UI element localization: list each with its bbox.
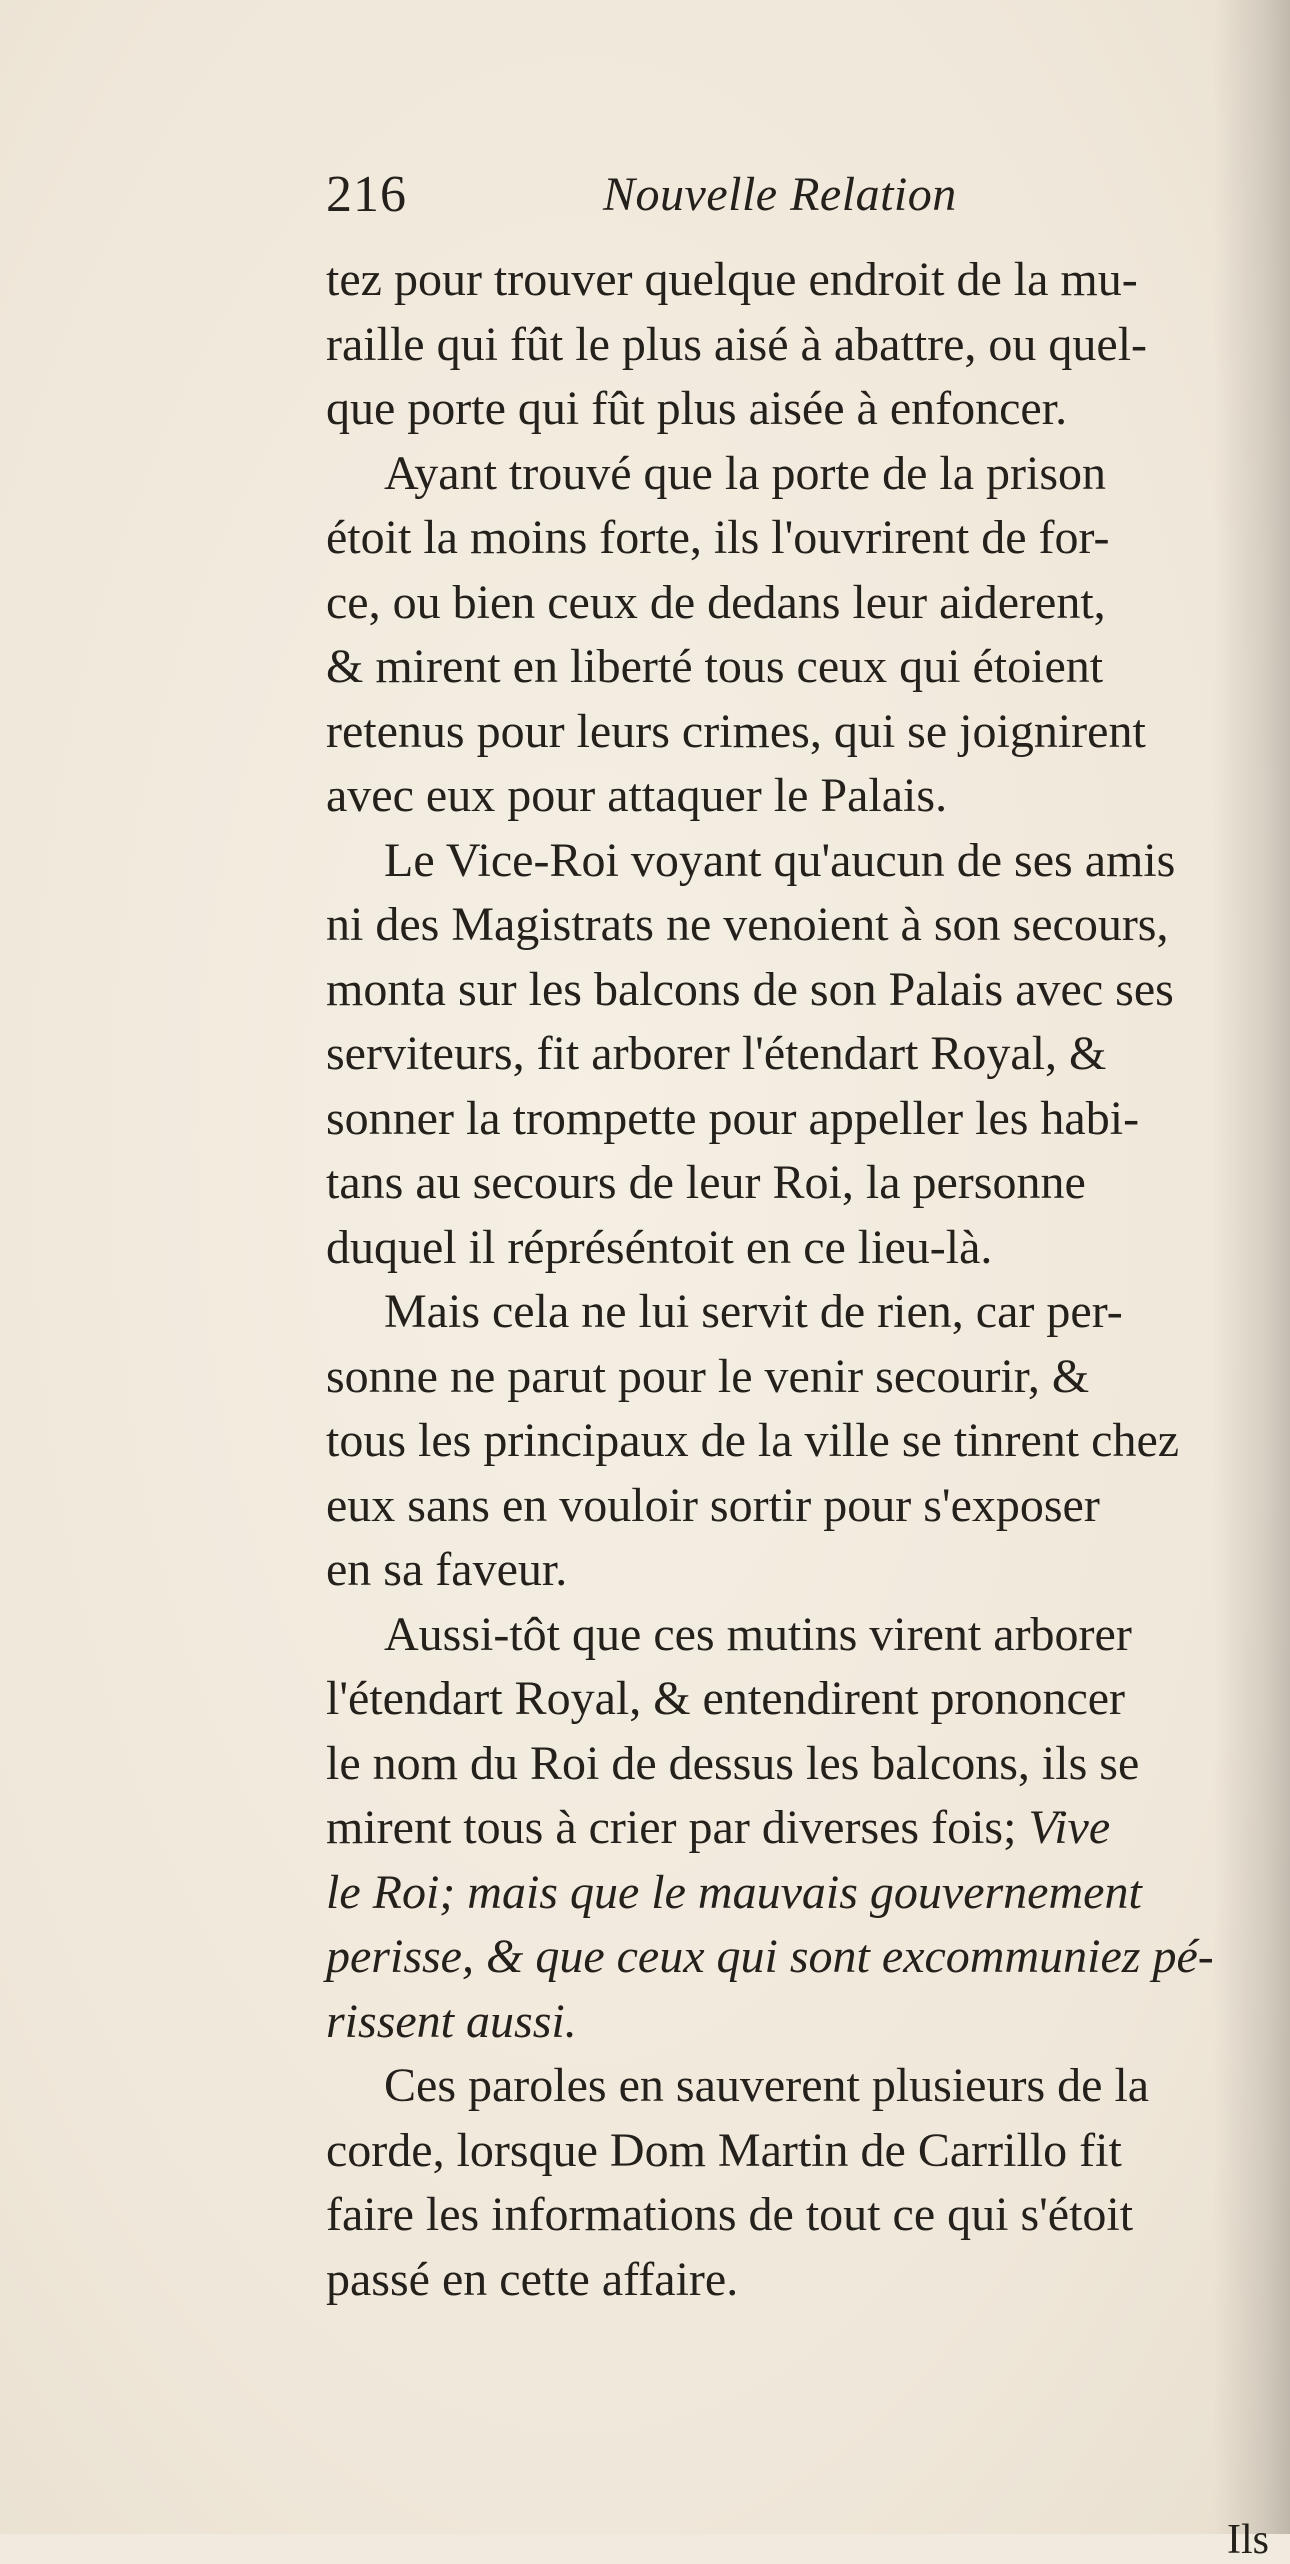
paragraph-5 xyxy=(326,1603,1281,2055)
paragraph-2: Ayant trouvé que la porte de la prison étoit la moins forte, ils l'ouvrirent de for- ce, ou bien ceux de dedans leur aiderent, & mirent en liberté tous ceux qui étoient retenus pour leurs crimes, qui se joignirent avec eux pour attaquer le Palais. xyxy=(326,446,1146,822)
paragraph-5-italic: Vive le Roi; mais que le mauvais gouvernement perisse, & que ceux qui sont excommuniez pé- rissent aussi. xyxy=(326,1801,1214,2048)
main-text xyxy=(326,248,1281,2563)
running-title: Nouvelle Relation xyxy=(603,168,957,221)
page-header xyxy=(326,165,1170,235)
paragraph-5-roman: Aussi-tôt que ces mutins virent arborer l'étendart Royal, & entendirent prononcer le nom du Roi de dessus les balcons, ils se mirent tous à crier par diverses fois; xyxy=(326,1607,1140,1854)
paragraph-6: Ces paroles en sauverent plusieurs de la corde, lorsque Dom Martin de Carrillo fit faire les informations de tout ce qui s'étoit passé en cette affaire. xyxy=(326,2059,1150,2306)
page-number: 216 xyxy=(326,166,407,223)
paragraph-4: Mais cela ne lui servit de rien, car per- sonne ne parut pour le venir secourir, & tous les principaux de la ville se tinrent chez eux sans en vouloir sortir pour s'exposer en sa faveur. xyxy=(326,1285,1180,1596)
catchword: Ils xyxy=(1227,2517,1269,2563)
paragraph-1: tez pour trouver quelque endroit de la mu- raille qui fût le plus aisé à abattre, ou quel- que porte qui fût plus aisée à enfoncer. xyxy=(326,253,1148,435)
paragraph-3: Le Vice-Roi voyant qu'aucun de ses amis ni des Magistrats ne venoient à son secours, monta sur les balcons de son Palais avec ses serviteurs, fit arborer l'étendart Royal, & sonner la trompette pour appeller les habi- tans au secours de leur Roi, la personne duquel il répréséntoit en ce lieu-là. xyxy=(326,833,1176,1274)
